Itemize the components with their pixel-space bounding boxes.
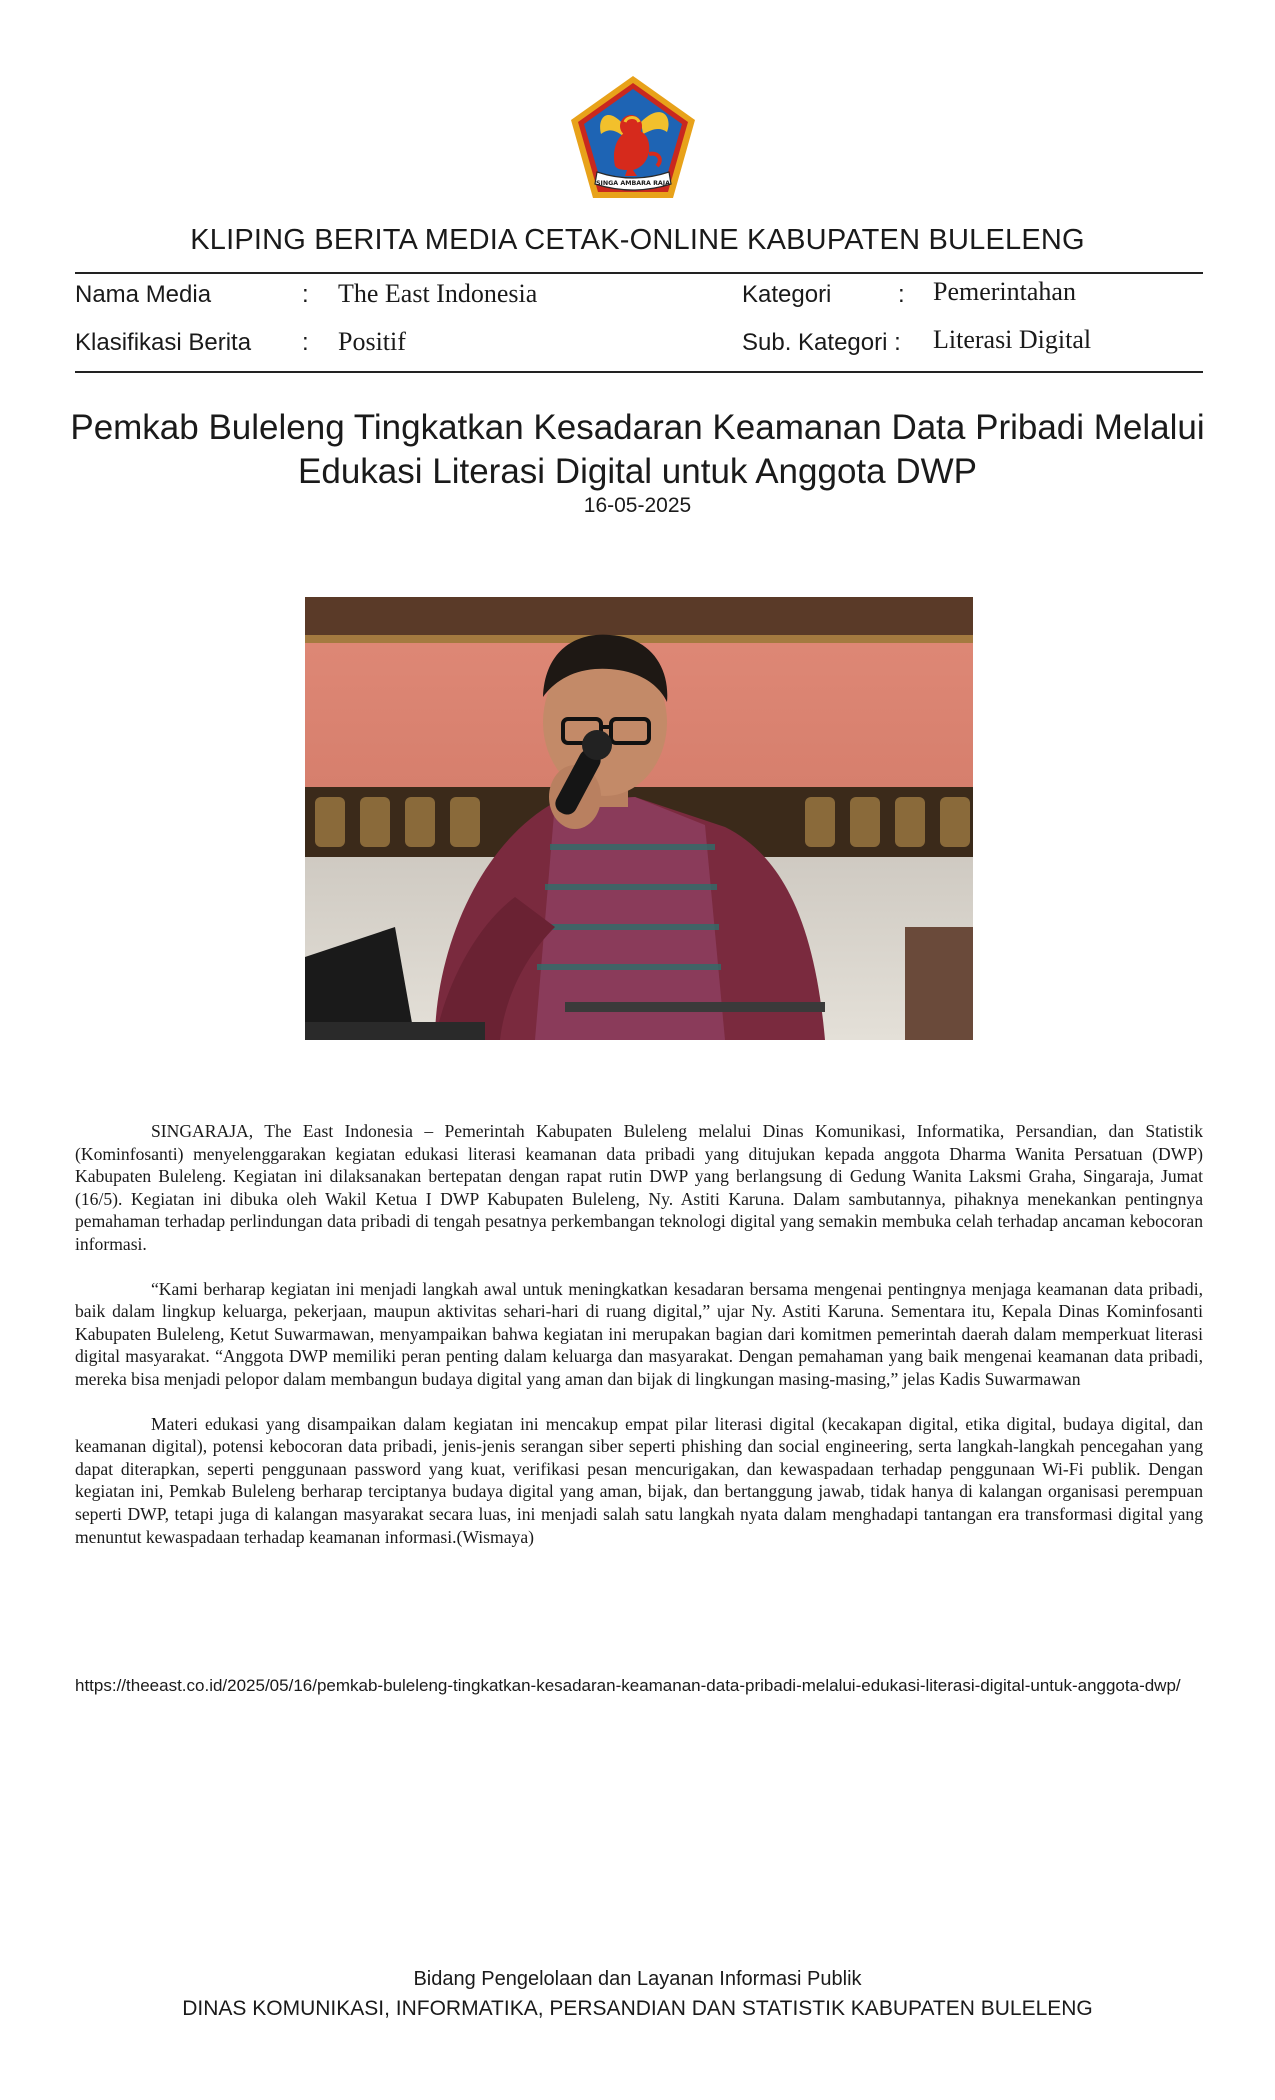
article-body <box>75 1120 1203 1570</box>
footer-agency: DINAS KOMUNIKASI, INFORMATIKA, PERSANDIAN DAN STATISTIK KABUPATEN BULELENG <box>182 1997 1093 2020</box>
media-colon: : <box>302 281 309 308</box>
speaker-photo-illustration <box>305 597 973 1040</box>
classification-value: Positif <box>338 327 406 356</box>
category-colon: : <box>898 281 905 308</box>
header-bottom-rule <box>75 371 1203 373</box>
regency-emblem-logo <box>567 74 699 201</box>
category-label: Kategori <box>742 281 832 308</box>
media-value: The East Indonesia <box>338 279 538 308</box>
classification-label: Klasifikasi Berita <box>75 329 252 356</box>
subcategory-label: Sub. Kategori : <box>742 329 901 356</box>
media-label: Nama Media <box>75 281 212 308</box>
article-photo <box>305 597 973 1040</box>
footer-division: Bidang Pengelolaan dan Layanan Informasi Publik <box>413 1968 862 1990</box>
clipping-title: KLIPING BERITA MEDIA CETAK-ONLINE KABUPATEN BULELENG <box>190 224 1085 256</box>
logo-banner-text: SINGA AMBARA RAJA <box>595 180 671 187</box>
header-top-rule <box>75 272 1203 274</box>
source-url[interactable]: https://theeast.co.id/2025/05/16/pemkab-buleleng-tingkatkan-kesadaran-keamanan-data-pribadi-melalui-edukasi-literasi-digital-untuk-anggota-dwp/ <box>75 1676 1181 1695</box>
category-value: Pemerintahan <box>933 277 1076 306</box>
shield-emblem-icon <box>567 74 699 201</box>
headline-line-1: Pemkab Buleleng Tingkatkan Kesadaran Keamanan Data Pribadi Melalui <box>70 408 1205 447</box>
article-headline <box>60 406 1215 494</box>
headline-line-2: Edukasi Literasi Digital untuk Anggota DWP <box>298 452 977 491</box>
classification-colon: : <box>302 329 309 356</box>
subcategory-value: Literasi Digital <box>933 325 1092 354</box>
article-date: 16-05-2025 <box>583 494 692 517</box>
body-paragraph-3: Materi edukasi yang disampaikan dalam kegiatan ini mencakup empat pilar literasi digital (kecakapan digital, etika digital, budaya digital, dan keamanan digital), potensi kebocoran data pribadi, jenis-jenis serangan siber seperti phishing dan social engineering, serta langkah-langkah pencegahan yang dapat diterapkan, seperti penggunaan password yang kuat, verifikasi pesan mencurigakan, dan kewaspadaan terhadap penggunaan Wi-Fi publik. Dengan kegiatan ini, Pemkab Buleleng berharap terciptanya budaya digital yang aman, bijak, dan bertanggung jawab, tidak hanya di kalangan organisasi perempuan seperti DWP, tetapi juga di kalangan masyarakat secara luas, ini menjadi salah satu langkah nyata dalam menghadapi tantangan era transformasi digital yang menuntut kewaspadaan terhadap keamanan informasi.(Wismaya) <box>75 1413 1203 1547</box>
body-paragraph-2: “Kami berharap kegiatan ini menjadi langkah awal untuk meningkatkan kesadaran bersama mengenai pentingnya menjaga keamanan data pribadi, baik dalam lingkup keluarga, pekerjaan, maupun aktivitas sehari-hari di ruang digital,” ujar Ny. Astiti Karuna. Sementara itu, Kepala Dinas Kominfosanti Kabupaten Buleleng, Ketut Suwarmawan, menyampaikan bahwa kegiatan ini merupakan bagian dari komitmen pemerintah daerah dalam memperkuat literasi digital masyarakat. “Anggota DWP memiliki peran penting dalam keluarga dan masyarakat. Dengan pemahaman yang baik mengenai keamanan data pribadi, mereka bisa menjadi pelopor dalam membangun budaya digital yang aman dan bijak di lingkungan masing-masing,” jelas Kadis Suwarmawan <box>75 1278 1203 1389</box>
body-paragraph-1: SINGARAJA, The East Indonesia – Pemerintah Kabupaten Buleleng melalui Dinas Komunikasi, Informatika, Persandian, dan Statistik (Kominfosanti) menyelenggarakan kegiatan edukasi literasi keamanan data pribadi yang ditujukan kepada anggota Dharma Wanita Persatuan (DWP) Kabupaten Buleleng. Kegiatan ini dilaksanakan bertepatan dengan rapat rutin DWP yang berlangsung di Gedung Wanita Laksmi Graha, Singaraja, Jumat (16/5). Kegiatan ini dibuka oleh Wakil Ketua I DWP Kabupaten Buleleng, Ny. Astiti Karuna. Dalam sambutannya, pihaknya menekankan pentingnya pemahaman terhadap perlindungan data pribadi di tengah pesatnya perkembangan teknologi digital yang semakin membuka celah terhadap ancaman kebocoran informasi. <box>75 1121 1203 1254</box>
